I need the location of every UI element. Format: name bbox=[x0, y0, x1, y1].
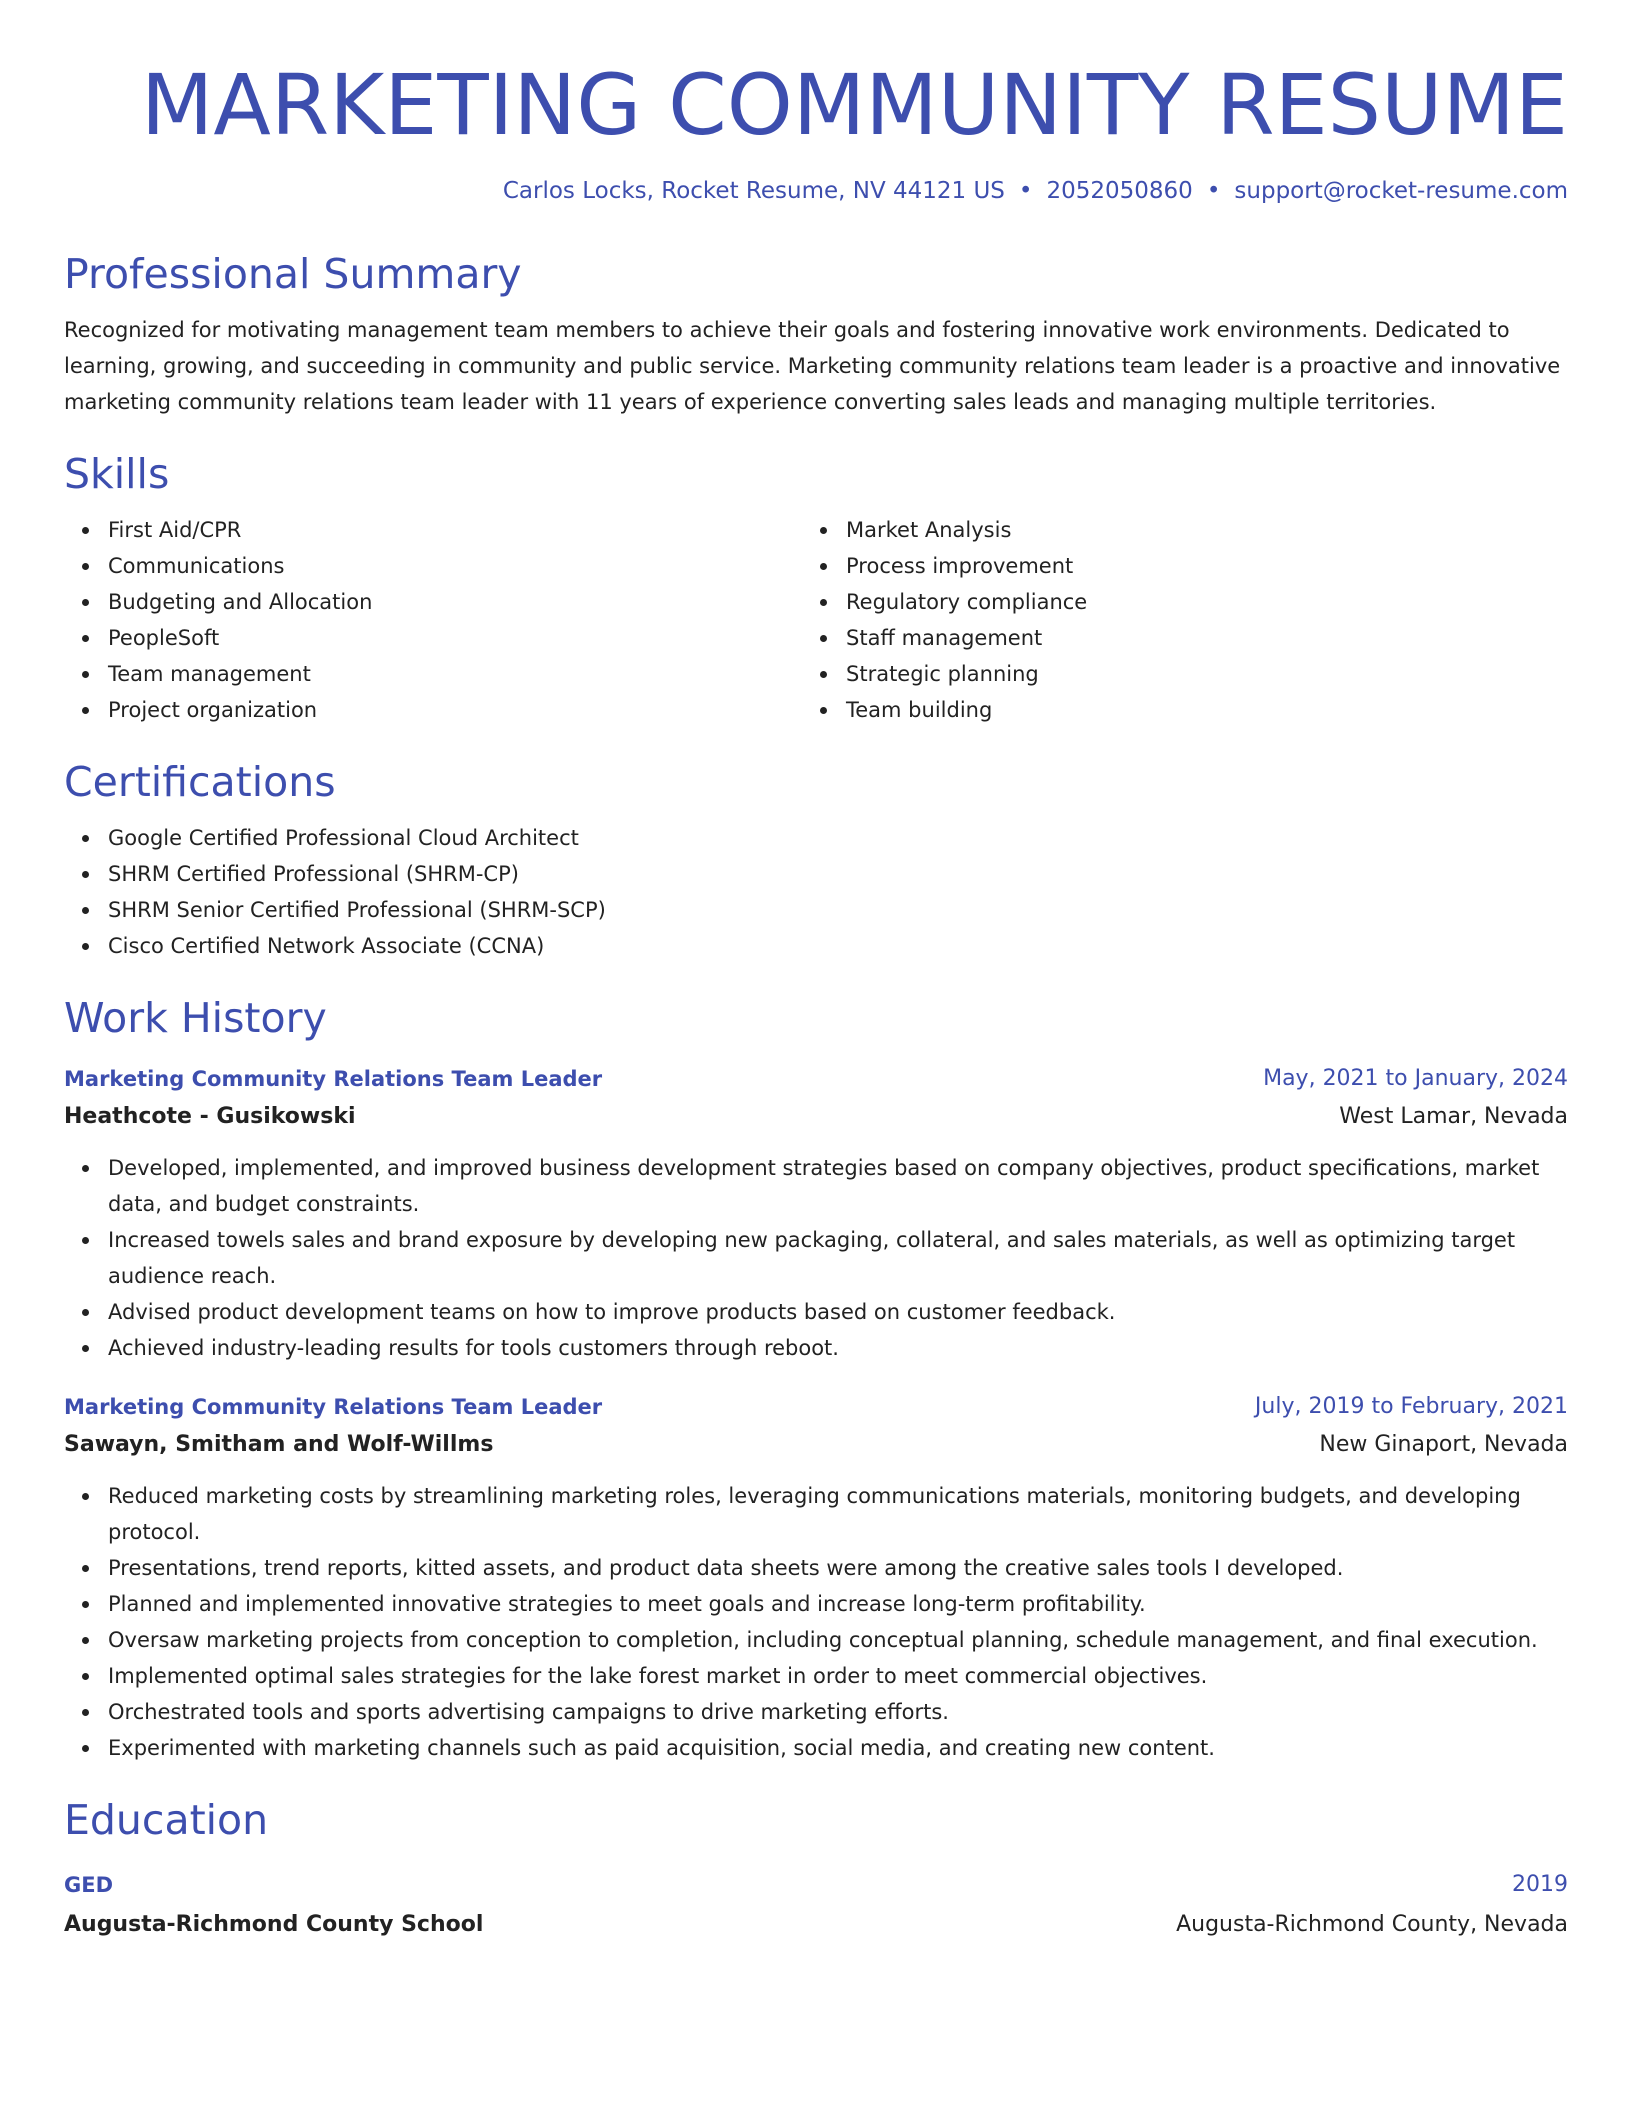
job-header bbox=[64, 1390, 1568, 1424]
job-entry bbox=[64, 1390, 1568, 1766]
resume-title: MARKETING COMMUNITY RESUME bbox=[140, 56, 1568, 154]
certification-item: Cisco Certified Network Associate (CCNA) bbox=[108, 928, 1568, 964]
contact-separator: • bbox=[1018, 178, 1033, 204]
job-bullet: Implemented optimal sales strategies for the lake forest market in order to meet commercial objectives. bbox=[108, 1658, 1568, 1694]
job-bullet: Planned and implemented innovative strategies to meet goals and increase long-term profitability. bbox=[108, 1586, 1568, 1622]
certifications-list bbox=[64, 820, 1568, 964]
job-bullet: Orchestrated tools and sports advertising campaigns to drive marketing efforts. bbox=[108, 1694, 1568, 1730]
section-heading-summary: Professional Summary bbox=[64, 250, 522, 298]
education-subheader bbox=[64, 1908, 1568, 1942]
job-company: Heathcote - Gusikowski bbox=[64, 1104, 356, 1129]
summary-section bbox=[64, 246, 1568, 420]
section-heading-education: Education bbox=[64, 1796, 269, 1844]
job-bullet: Advised product development teams on how to improve products based on customer feedback. bbox=[108, 1294, 1568, 1330]
education-year: 2019 bbox=[1512, 1872, 1568, 1897]
resume-header bbox=[64, 50, 1568, 208]
skill-item: First Aid/CPR bbox=[108, 512, 802, 548]
job-bullet: Achieved industry-leading results for tools customers through reboot. bbox=[108, 1330, 1568, 1366]
certification-item: SHRM Senior Certified Professional (SHRM-SCP) bbox=[108, 892, 1568, 928]
skills-column-1 bbox=[64, 502, 802, 728]
contact-address: Carlos Locks, Rocket Resume, NV 44121 US bbox=[502, 178, 1005, 204]
skill-item: Staff management bbox=[846, 620, 1087, 656]
summary-text: Recognized for motivating management team members to achieve their goals and fostering innovative work environments. Dedicated to learning, growing, and succeeding in community and public service. Marketing community relations team leader is a proactive and innovative marketing community relations team leader with 11 years of experience converting sales leads and managing multiple territories. bbox=[64, 318, 1561, 414]
skills-grid bbox=[64, 502, 1568, 728]
job-location: New Ginaport, Nevada bbox=[1319, 1432, 1568, 1457]
contact-phone: 2052050860 bbox=[1046, 178, 1193, 204]
job-dates: May, 2021 to January, 2024 bbox=[1263, 1066, 1568, 1091]
skill-item: Team building bbox=[846, 692, 1087, 728]
job-bullet: Developed, implemented, and improved business development strategies based on company objectives, product specifications, market data, and budget constraints. bbox=[108, 1150, 1568, 1222]
job-bullet: Presentations, trend reports, kitted assets, and product data sheets were among the creative sales tools I developed. bbox=[108, 1550, 1568, 1586]
skill-item: Team management bbox=[108, 656, 802, 692]
certification-item: Google Certified Professional Cloud Architect bbox=[108, 820, 1568, 856]
job-subheader bbox=[64, 1428, 1568, 1462]
job-header bbox=[64, 1062, 1568, 1096]
job-title: Marketing Community Relations Team Leader bbox=[64, 1067, 603, 1091]
contact-line bbox=[64, 174, 1568, 208]
skill-item: Regulatory compliance bbox=[846, 584, 1087, 620]
skills-list bbox=[64, 512, 802, 728]
job-title: Marketing Community Relations Team Leader bbox=[64, 1395, 603, 1419]
skill-item: Strategic planning bbox=[846, 656, 1087, 692]
skills-column-2 bbox=[802, 502, 1087, 728]
skill-item: Communications bbox=[108, 548, 802, 584]
skill-item: Market Analysis bbox=[846, 512, 1087, 548]
skill-item: Project organization bbox=[108, 692, 802, 728]
skill-item: Budgeting and Allocation bbox=[108, 584, 802, 620]
skill-item: Process improvement bbox=[846, 548, 1087, 584]
education-location: Augusta-Richmond County, Nevada bbox=[1176, 1912, 1568, 1937]
job-entry bbox=[64, 1062, 1568, 1366]
section-heading-certifications: Certifications bbox=[64, 758, 336, 806]
skills-list bbox=[802, 512, 1087, 728]
job-dates: July, 2019 to February, 2021 bbox=[1254, 1394, 1568, 1419]
job-bullets bbox=[64, 1150, 1568, 1366]
certifications-section bbox=[64, 754, 1568, 964]
skills-section bbox=[64, 446, 1568, 728]
education-header bbox=[64, 1868, 1568, 1902]
education-school: Augusta-Richmond County School bbox=[64, 1912, 484, 1937]
job-bullet: Oversaw marketing projects from conception to completion, including conceptual planning, schedule management, and final execution. bbox=[108, 1622, 1568, 1658]
job-bullet: Reduced marketing costs by streamlining marketing roles, leveraging communications materials, monitoring budgets, and developing protocol. bbox=[108, 1478, 1568, 1550]
education-section bbox=[64, 1792, 1568, 1942]
job-location: West Lamar, Nevada bbox=[1339, 1104, 1568, 1129]
section-heading-skills: Skills bbox=[64, 450, 170, 498]
contact-separator: • bbox=[1206, 178, 1221, 204]
education-degree: GED bbox=[64, 1873, 114, 1897]
section-heading-work-history: Work History bbox=[64, 994, 327, 1042]
job-subheader bbox=[64, 1100, 1568, 1134]
job-bullet: Experimented with marketing channels such as paid acquisition, social media, and creating new content. bbox=[108, 1730, 1568, 1766]
skill-item: PeopleSoft bbox=[108, 620, 802, 656]
job-bullet: Increased towels sales and brand exposure by developing new packaging, collateral, and sales materials, as well as optimizing target audience reach. bbox=[108, 1222, 1568, 1294]
work-history-section bbox=[64, 990, 1568, 1766]
job-bullets bbox=[64, 1478, 1568, 1766]
job-company: Sawayn, Smitham and Wolf-Willms bbox=[64, 1432, 494, 1457]
contact-email: support@rocket-resume.com bbox=[1234, 178, 1568, 204]
certification-item: SHRM Certified Professional (SHRM-CP) bbox=[108, 856, 1568, 892]
